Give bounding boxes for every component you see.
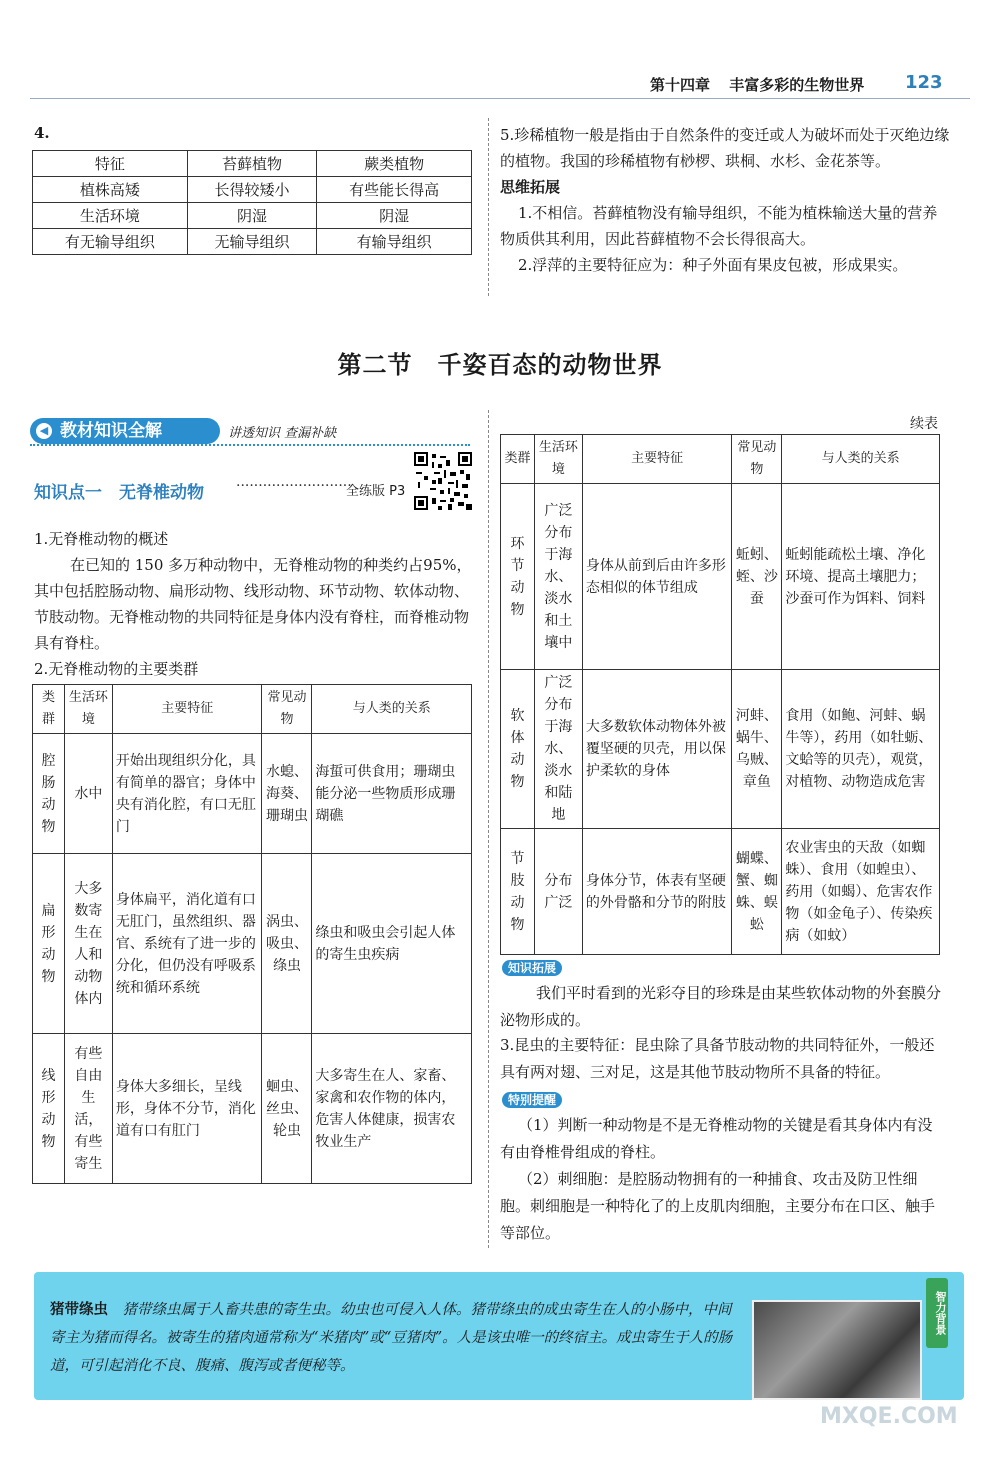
background-title: 猪带绦虫 — [50, 1302, 108, 1318]
extension-paragraph: 我们平时看到的光彩夺目的珍珠是由某些软体动物的外套膜分泌物形成的。 — [500, 984, 942, 1029]
table-cell: 无输导组织 — [187, 229, 316, 255]
continued-label: 续表 — [910, 416, 938, 432]
table-cell: 长得较矮小 — [187, 177, 316, 203]
qr-code-icon[interactable] — [414, 452, 472, 510]
header-relation: 与人类的关系 — [312, 685, 472, 734]
table-cell: 植株高矮 — [33, 177, 188, 203]
background-body: 猪带绦虫属于人畜共患的寄生虫。幼虫也可侵入人体。猪带绦虫的成虫寄生在人的小肠中，中间寄主为猪而得名。被寄生的猪肉通常称为“米猪肉”或“豆猪肉”。人是该虫唯一的终宿主。成虫寄生于人的肠道，可引起消化不良、腹痛、腹泻或者便秘等。 — [50, 1302, 733, 1374]
invertebrate-table-part2 — [500, 434, 940, 955]
side-tab-label: 智力背景 — [926, 1278, 948, 1348]
table-cell: 软体动物 — [501, 670, 535, 829]
insect-features-paragraph: 3.昆虫的主要特征：昆虫除了具备节肢动物的共同特征外，一般还具有两对翅、三对足，这是其他节肢动物所不具备的特征。 — [500, 1036, 935, 1081]
page-number: 123 — [905, 72, 943, 93]
table-header-row — [33, 685, 472, 734]
table-cell: 有无输导组织 — [33, 229, 188, 255]
table-cell: 海蜇可供食用；珊瑚虫能分泌一些物质形成珊瑚礁 — [312, 734, 472, 854]
section-banner: 教材知识全解 — [30, 418, 220, 444]
chapter-label: 第十四章 — [650, 76, 711, 94]
table-row — [33, 734, 472, 854]
table-cell: 大多数软体动物体外被覆坚硬的贝壳，用以保护柔软的身体 — [582, 670, 732, 829]
table-cell: 水中 — [64, 734, 112, 854]
table-row — [33, 1034, 472, 1184]
overview-paragraph: 在已知的 150 多万种动物中，无脊椎动物的种类约占95%，其中包括腔肠动物、扁形动物、线形动物、环节动物、软体动物、节肢动物。无脊椎动物的共同特征是身体内没有脊柱，而脊椎动物具有脊柱。 — [34, 556, 472, 652]
table-row — [501, 670, 940, 829]
table-cell: 水螅、海葵、珊瑚虫 — [262, 734, 312, 854]
table-cell: 蚯蚓、蛭、沙蚕 — [732, 484, 782, 670]
plant-comparison-table — [32, 150, 472, 255]
table-cell: 蕨类植物 — [317, 151, 472, 177]
header-features: 主要特征 — [112, 685, 262, 734]
table-cell: 线形动物 — [33, 1034, 65, 1184]
header-examples: 常见动物 — [262, 685, 312, 734]
table-cell: 阴湿 — [317, 203, 472, 229]
table-cell: 蛔虫、丝虫、轮虫 — [262, 1034, 312, 1184]
table-cell: 节肢动物 — [501, 829, 535, 955]
table-cell: 大多寄生在人、家畜、家禽和农作物的体内，危害人体健康，损害农牧业生产 — [312, 1034, 472, 1184]
table-cell: 绦虫和吸虫会引起人体的寄生虫疾病 — [312, 854, 472, 1034]
table-cell: 广泛分布于海水、淡水和土壤中 — [534, 484, 582, 670]
table-cell: 食用（如鲍、河蚌、蜗牛等），药用（如牡蛎、文蛤等的贝壳），观赏，对植物、动物造成危害 — [782, 670, 940, 829]
header-divider — [30, 98, 970, 99]
table-cell: 有输导组织 — [317, 229, 472, 255]
table-row — [33, 854, 472, 1034]
column-divider — [488, 118, 489, 296]
header-relation: 与人类的关系 — [782, 435, 940, 484]
background-text — [50, 1296, 740, 1380]
thinking-heading: 思维拓展 — [500, 178, 561, 196]
question-4-label: 4. — [34, 124, 50, 142]
reminder-2: （2）刺细胞：是腔肠动物拥有的一种捕食、攻击及防卫性细胞。刺细胞是一种特化了的上皮肌肉细胞，主要分布在口区、触手等部位。 — [500, 1170, 936, 1242]
header-examples: 常见动物 — [732, 435, 782, 484]
table-row — [33, 151, 472, 177]
header-habitat: 生活环境 — [64, 685, 112, 734]
tapeworm-photo — [752, 1300, 922, 1400]
table-cell: 阴湿 — [187, 203, 316, 229]
knowledge-extension-tag: 知识拓展 — [502, 960, 562, 976]
banner-subtitle: 讲透知识 查漏补缺 — [228, 426, 337, 441]
invertebrate-table-part1 — [32, 684, 472, 1184]
table-cell: 身体大多细长，呈线形，身体不分节，消化道有口有肛门 — [112, 1034, 262, 1184]
table-cell: 蚯蚓能疏松土壤、净化环境、提高土壤肥力；沙蚕可作为饵料、饲料 — [782, 484, 940, 670]
table-cell: 腔肠动物 — [33, 734, 65, 854]
answers-right-top — [500, 122, 950, 278]
table-cell: 身体扁平，消化道有口无肛门，虽然组织、器官、系统有了进一步的分化，但仍没有呼吸系统和循环系统 — [112, 854, 262, 1034]
answer-5: 5.珍稀植物一般是指由于自然条件的变迁或人为破坏而处于灭绝边缘的植物。我国的珍稀植物有桫椤、珙桐、水杉、金花茶等。 — [500, 126, 950, 170]
table-cell: 有些自由生活，有些寄生 — [64, 1034, 112, 1184]
table-cell: 开始出现组织分化，具有简单的器官；身体中央有消化腔，有口无肛门 — [112, 734, 262, 854]
header-features: 主要特征 — [582, 435, 732, 484]
header-habitat: 生活环境 — [534, 435, 582, 484]
table-row — [33, 177, 472, 203]
table-cell: 蝴蝶、蟹、蜘蛛、蜈蚣 — [732, 829, 782, 955]
table-cell: 扁形动物 — [33, 854, 65, 1034]
speaker-icon: ◀ — [36, 423, 52, 439]
header-group: 类群 — [33, 685, 65, 734]
chapter-title: 丰富多彩的生物世界 — [729, 76, 865, 94]
table-cell: 特征 — [33, 151, 188, 177]
table-cell: 农业害虫的天敌（如蜘蛛）、食用（如蝗虫）、药用（如蝎）、危害农作物（如金龟子）、传染疾病（如蚊） — [782, 829, 940, 955]
table-cell: 分布广泛 — [534, 829, 582, 955]
table-cell: 河蚌、蜗牛、乌贼、章鱼 — [732, 670, 782, 829]
page-header — [650, 74, 864, 95]
table-row — [33, 229, 472, 255]
knowledge-point-title: 知识点一 无脊椎动物 — [34, 483, 204, 503]
table-cell: 大多数寄生在人和动物体内 — [64, 854, 112, 1034]
reminder-1: （1）判断一种动物是不是无脊椎动物的关键是看其身体内有没有由脊椎骨组成的脊柱。 — [500, 1116, 933, 1161]
table-cell: 苔藓植物 — [187, 151, 316, 177]
overview-heading: 1.无脊椎动物的概述 — [34, 530, 169, 548]
groups-heading: 2.无脊椎动物的主要类群 — [34, 660, 199, 678]
thinking-answer-2: 2.浮萍的主要特征应为：种子外面有果皮包被，形成果实。 — [518, 256, 908, 274]
table-cell: 涡虫、吸虫、绦虫 — [262, 854, 312, 1034]
table-cell: 身体从前到后由许多形态相似的体节组成 — [582, 484, 732, 670]
table-cell: 广泛分布于海水、淡水和陆地 — [534, 670, 582, 829]
extension-tag-wrap — [502, 958, 562, 976]
exercise-reference: 全练版 P3 — [346, 484, 406, 499]
table-row — [33, 203, 472, 229]
reminder-tag-wrap — [502, 1090, 562, 1108]
banner-divider — [30, 444, 470, 446]
table-cell: 有些能长得高 — [317, 177, 472, 203]
leader-dots: ·························· — [236, 478, 352, 494]
table-row — [501, 484, 940, 670]
watermark: MXQE.COM — [820, 1404, 958, 1429]
section-title: 第二节 千姿百态的动物世界 — [337, 351, 663, 379]
column-divider — [488, 410, 489, 1248]
table-row — [501, 829, 940, 955]
table-cell: 生活环境 — [33, 203, 188, 229]
header-group: 类群 — [501, 435, 535, 484]
table-cell: 身体分节，体表有坚硬的外骨骼和分节的附肢 — [582, 829, 732, 955]
special-reminder-tag: 特别提醒 — [502, 1092, 562, 1108]
table-cell: 环节动物 — [501, 484, 535, 670]
table-header-row — [501, 435, 940, 484]
thinking-answer-1: 1.不相信。苔藓植物没有输导组织，不能为植株输送大量的营养物质供其利用，因此苔藓植物不会长得很高大。 — [500, 204, 938, 248]
